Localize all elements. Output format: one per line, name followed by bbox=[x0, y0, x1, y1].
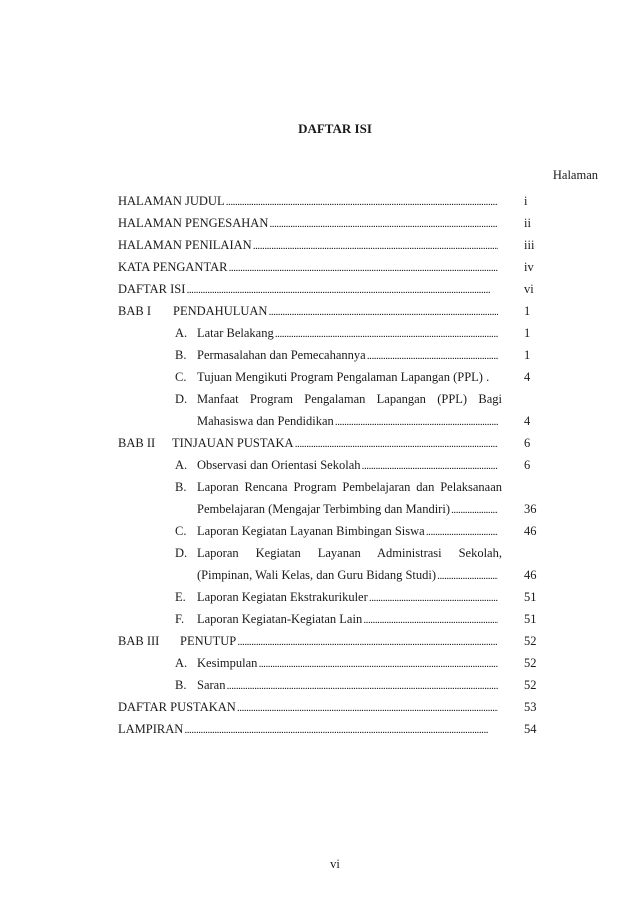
toc-chapter-number: BAB II bbox=[118, 436, 156, 450]
toc-entry-title: Kesimpulan . . . bbox=[197, 654, 498, 672]
toc-chapter-number: BAB III bbox=[118, 634, 160, 648]
toc-section-letter: C. bbox=[175, 370, 187, 384]
toc-entry-tujuan-ppl[interactable] bbox=[0, 368, 638, 386]
toc-entry-administrasi-cont[interactable] bbox=[0, 566, 638, 584]
toc-entry-title: Laporan Kegiatan Layanan Bimbingan Siswa . . . bbox=[197, 522, 498, 540]
toc-entry-title: Laporan Kegiatan Layanan Administrasi Sekolah, bbox=[197, 546, 502, 560]
toc-section-letter: B. bbox=[175, 348, 187, 362]
toc-section-letter: D. bbox=[175, 392, 188, 406]
toc-entry-title: DAFTAR PUSTAKAN . . . bbox=[118, 698, 498, 716]
toc-entry-title: HALAMAN PENGESAHAN . . . bbox=[118, 214, 498, 232]
toc-entry-title: KATA PENGANTAR . . . bbox=[118, 258, 498, 276]
toc-entry-halaman-judul[interactable] bbox=[0, 192, 638, 210]
toc-entry-page: 52 bbox=[524, 634, 537, 648]
toc-entry-title: (Pimpinan, Wali Kelas, dan Guru Bidang Studi) . . . bbox=[197, 566, 498, 584]
toc-entry-page: iii bbox=[524, 238, 535, 252]
toc-section-letter: F. bbox=[175, 612, 185, 626]
toc-entry-title: PENUTUP . . . bbox=[180, 632, 498, 650]
page-column-header: Halaman bbox=[552, 168, 598, 182]
toc-section-letter: E. bbox=[175, 590, 186, 604]
toc-entry-rencana-program[interactable] bbox=[0, 478, 638, 496]
toc-entry-page: 52 bbox=[524, 678, 537, 692]
toc-entry-saran[interactable] bbox=[0, 676, 638, 694]
toc-entry-permasalahan[interactable] bbox=[0, 346, 638, 364]
toc-entry-title: Pembelajaran (Mengajar Terbimbing dan Mandiri) . . . bbox=[197, 500, 498, 518]
toc-entry-page: 46 bbox=[524, 568, 537, 582]
toc-entry-title: TINJAUAN PUSTAKA . . . bbox=[172, 434, 498, 452]
page-title: DAFTAR ISI bbox=[298, 121, 372, 136]
toc-entry-title: Laporan Kegiatan-Kegiatan Lain . . . bbox=[197, 610, 498, 628]
toc-entry-page: 1 bbox=[524, 304, 531, 318]
toc-section-letter: B. bbox=[175, 678, 187, 692]
toc-entry-title: LAMPIRAN . . . bbox=[118, 720, 498, 738]
toc-entry-bab-2[interactable] bbox=[0, 434, 638, 452]
toc-entry-title: Tujuan Mengikuti Program Pengalaman Lapangan (PPL) . bbox=[197, 370, 490, 384]
toc-entry-kegiatan-lain[interactable] bbox=[0, 610, 638, 628]
toc-entry-title: Observasi dan Orientasi Sekolah . . . bbox=[197, 456, 498, 474]
toc-entry-administrasi[interactable] bbox=[0, 544, 638, 562]
toc-entry-title: Permasalahan dan Pemecahannya . . . bbox=[197, 346, 498, 364]
toc-entry-page: 36 bbox=[524, 502, 537, 516]
toc-entry-title: Latar Belakang . . . bbox=[197, 324, 498, 342]
toc-entry-bab-1[interactable] bbox=[0, 302, 638, 320]
toc-entry-daftar-pustaka[interactable] bbox=[0, 698, 638, 716]
page-number: vi bbox=[330, 857, 340, 871]
toc-section-letter: C. bbox=[175, 524, 187, 538]
toc-entry-ekstrakurikuler[interactable] bbox=[0, 588, 638, 606]
toc-entry-title: Mahasiswa dan Pendidikan . . . bbox=[197, 412, 498, 430]
toc-entry-manfaat-ppl-cont[interactable] bbox=[0, 412, 638, 430]
toc-entry-page: ii bbox=[524, 216, 531, 230]
toc-entry-title: Laporan Kegiatan Ekstrakurikuler . . . bbox=[197, 588, 498, 606]
toc-entry-page: 6 bbox=[524, 458, 531, 472]
toc-chapter-number: BAB I bbox=[118, 304, 151, 318]
toc-entry-page: 51 bbox=[524, 612, 537, 626]
toc-entry-halaman-penilaian[interactable] bbox=[0, 236, 638, 254]
toc-section-letter: A. bbox=[175, 656, 188, 670]
toc-entry-title: HALAMAN PENILAIAN . . . bbox=[118, 236, 498, 254]
toc-entry-manfaat-ppl[interactable] bbox=[0, 390, 638, 408]
toc-entry-title: Manfaat Program Pengalaman Lapangan (PPL) Bagi bbox=[197, 392, 502, 406]
toc-entry-page: vi bbox=[524, 282, 534, 296]
toc-entry-title: DAFTAR ISI . . . bbox=[118, 280, 498, 298]
toc-entry-page: 54 bbox=[524, 722, 537, 736]
toc-entry-page: 46 bbox=[524, 524, 537, 538]
toc-entry-page: 6 bbox=[524, 436, 531, 450]
toc-section-letter: A. bbox=[175, 326, 188, 340]
toc-entry-page: 51 bbox=[524, 590, 537, 604]
toc-entry-bab-3[interactable] bbox=[0, 632, 638, 650]
toc-entry-page: i bbox=[524, 194, 528, 208]
toc-entry-page: 1 bbox=[524, 326, 531, 340]
toc-entry-page: 4 bbox=[524, 414, 531, 428]
toc-entry-rencana-program-cont[interactable] bbox=[0, 500, 638, 518]
toc-entry-latar-belakang[interactable] bbox=[0, 324, 638, 342]
toc-entry-title: Laporan Rencana Program Pembelajaran dan Pelaksanaan bbox=[197, 480, 502, 494]
toc-entry-page: 53 bbox=[524, 700, 537, 714]
toc-entry-title: PENDAHULUAN . . . bbox=[173, 302, 498, 320]
toc-entry-page: iv bbox=[524, 260, 534, 274]
toc-entry-kata-pengantar[interactable] bbox=[0, 258, 638, 276]
toc-section-letter: B. bbox=[175, 480, 187, 494]
toc-entry-observasi[interactable] bbox=[0, 456, 638, 474]
toc-entry-page: 4 bbox=[524, 370, 531, 384]
toc-entry-page: 52 bbox=[524, 656, 537, 670]
toc-entry-halaman-pengesahan[interactable] bbox=[0, 214, 638, 232]
toc-entry-kesimpulan[interactable] bbox=[0, 654, 638, 672]
toc-section-letter: D. bbox=[175, 546, 188, 560]
toc-entry-page: 1 bbox=[524, 348, 531, 362]
toc-section-letter: A. bbox=[175, 458, 188, 472]
toc-entry-lampiran[interactable] bbox=[0, 720, 638, 738]
toc-entry-bimbingan-siswa[interactable] bbox=[0, 522, 638, 540]
toc-entry-daftar-isi[interactable] bbox=[0, 280, 638, 298]
toc-entry-title: Saran . . . bbox=[197, 676, 498, 694]
toc-entry-title: HALAMAN JUDUL . . . bbox=[118, 192, 498, 210]
